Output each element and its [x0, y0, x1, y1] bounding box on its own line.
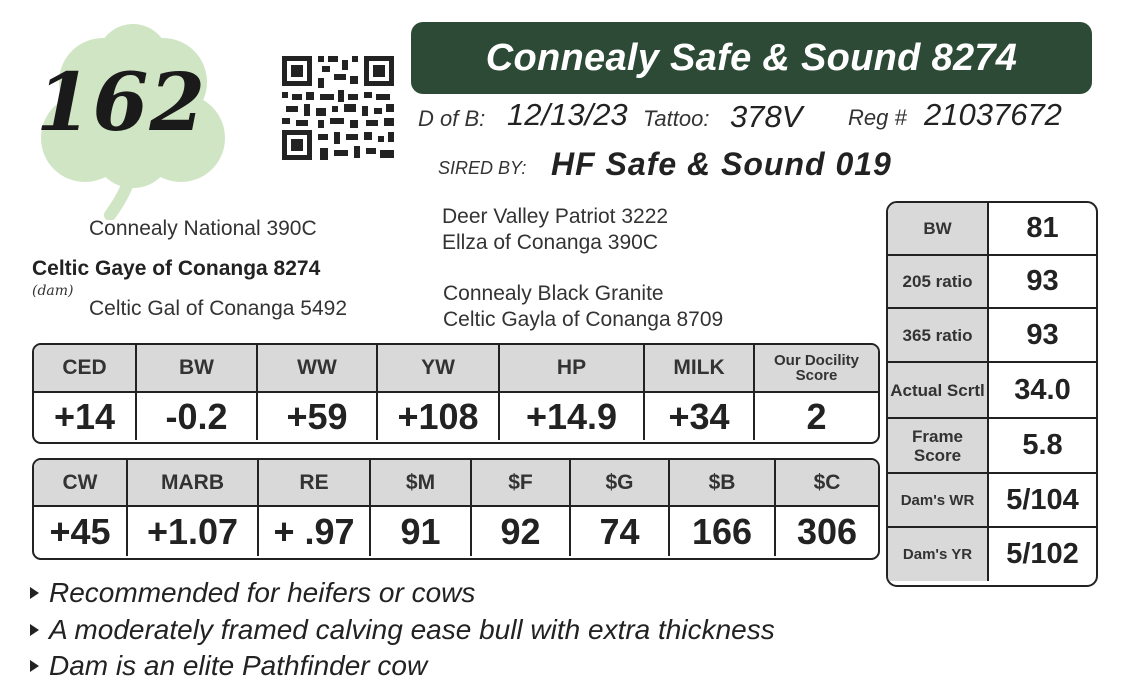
perf-value-dams-wr: 5/104 [1006, 483, 1079, 516]
perf-value-dams-yr: 5/102 [1006, 538, 1079, 570]
epd-table-2-header [34, 460, 878, 507]
epd-table-1-header [34, 345, 878, 393]
perf-value-scrotal: 34.0 [1014, 373, 1071, 406]
epd-value-re: + .97 [259, 507, 371, 556]
perf-value-frame-score: 5.8 [1022, 429, 1063, 461]
note-text: Dam is an elite Pathfinder cow [49, 650, 428, 681]
qr-code-icon [278, 52, 398, 164]
perf-row-dams-wr [888, 474, 1096, 528]
epd-header-bw: BW [137, 345, 258, 391]
epd-value-m: 91 [371, 507, 472, 556]
epd-table-1 [32, 343, 880, 444]
perf-value-365-ratio: 93 [1026, 318, 1059, 351]
epd-value-ww: +59 [258, 393, 378, 440]
sired-by-label: SIRED BY: [438, 158, 527, 178]
epd-value-marb: +1.07 [128, 507, 259, 556]
perf-label-365-ratio: 365 ratio [888, 309, 989, 361]
epd-value-bw: -0.2 [137, 393, 258, 440]
epd-value-b: 166 [670, 507, 776, 556]
dam-sire: Connealy National 390C [89, 217, 317, 240]
epd-table-2-values [34, 507, 878, 556]
lot-number: 162 [36, 55, 206, 149]
epd-header-docility: Our Docility Score [773, 352, 859, 384]
sire-sire: Deer Valley Patriot 3222 [442, 205, 669, 228]
animal-name: Connealy Safe & Sound 8274 [485, 36, 1018, 79]
triangle-bullet-icon [30, 624, 39, 636]
perf-row-365-ratio [888, 309, 1096, 363]
perf-label-dams-yr: Dam's YR [888, 528, 989, 581]
epd-header-g: $G [571, 460, 670, 505]
epd-header-f: $F [472, 460, 571, 505]
dam-sire-sire: Connealy Black Granite [443, 282, 664, 305]
perf-label-205-ratio: 205 ratio [888, 256, 989, 307]
epd-value-cw: +45 [34, 507, 128, 556]
epd-value-g: 74 [571, 507, 670, 556]
epd-table-2 [32, 458, 880, 560]
reg-label: Reg # [848, 105, 907, 130]
perf-value-bw: 81 [1026, 212, 1059, 244]
perf-row-bw [888, 203, 1096, 256]
title-banner [411, 22, 1092, 94]
dam-tag: (dam) [32, 283, 74, 299]
tattoo-value: 378V [730, 99, 803, 134]
triangle-bullet-icon [30, 660, 39, 672]
epd-value-milk: +34 [645, 393, 755, 440]
epd-value-ced: +14 [34, 393, 137, 440]
note-item [30, 614, 775, 646]
note-text: A moderately framed calving ease bull with extra thickness [49, 614, 775, 645]
perf-row-frame-score [888, 419, 1096, 474]
performance-table [886, 201, 1098, 587]
epd-value-c: 306 [796, 510, 858, 552]
epd-table-1-values [34, 393, 878, 440]
note-text: Recommended for heifers or cows [49, 577, 476, 608]
epd-value-yw: +108 [378, 393, 500, 440]
epd-header-b: $B [670, 460, 776, 505]
epd-header-hp: HP [500, 345, 645, 391]
dam-dam: Celtic Gal of Conanga 5492 [89, 297, 347, 320]
epd-header-yw: YW [378, 345, 500, 391]
epd-header-marb: MARB [128, 460, 259, 505]
note-item [30, 650, 427, 682]
epd-value-hp: +14.9 [500, 393, 645, 440]
dam-name: Celtic Gaye of Conanga 8274 [32, 257, 321, 280]
epd-header-m: $M [371, 460, 472, 505]
sire-dam: Ellza of Conanga 390C [442, 231, 658, 254]
dob-value: 12/13/23 [507, 97, 628, 132]
epd-value-f: 92 [472, 507, 571, 556]
dob-label: D of B: [418, 106, 486, 131]
epd-header-ced: CED [34, 345, 137, 391]
perf-row-205-ratio [888, 256, 1096, 309]
dam-sire-dam: Celtic Gayla of Conanga 8709 [443, 308, 724, 331]
epd-header-milk: MILK [645, 345, 755, 391]
epd-value-docility: 2 [806, 395, 827, 437]
epd-header-ww: WW [258, 345, 378, 391]
epd-header-re: RE [259, 460, 371, 505]
epd-header-cw: CW [34, 460, 128, 505]
reg-value: 21037672 [924, 97, 1062, 132]
perf-row-scrotal [888, 363, 1096, 419]
perf-row-dams-yr [888, 528, 1096, 581]
sire-name: HF Safe & Sound 019 [551, 146, 892, 182]
perf-label-scrotal: Actual Scrtl [888, 363, 989, 417]
epd-header-c: $C [813, 470, 841, 494]
note-item [30, 577, 475, 609]
triangle-bullet-icon [30, 587, 39, 599]
perf-value-205-ratio: 93 [1026, 265, 1059, 297]
perf-label-dams-wr: Dam's WR [888, 474, 989, 526]
perf-label-bw: BW [888, 203, 989, 254]
perf-label-frame-score: Frame Score [888, 419, 989, 472]
tattoo-label: Tattoo: [643, 106, 710, 131]
